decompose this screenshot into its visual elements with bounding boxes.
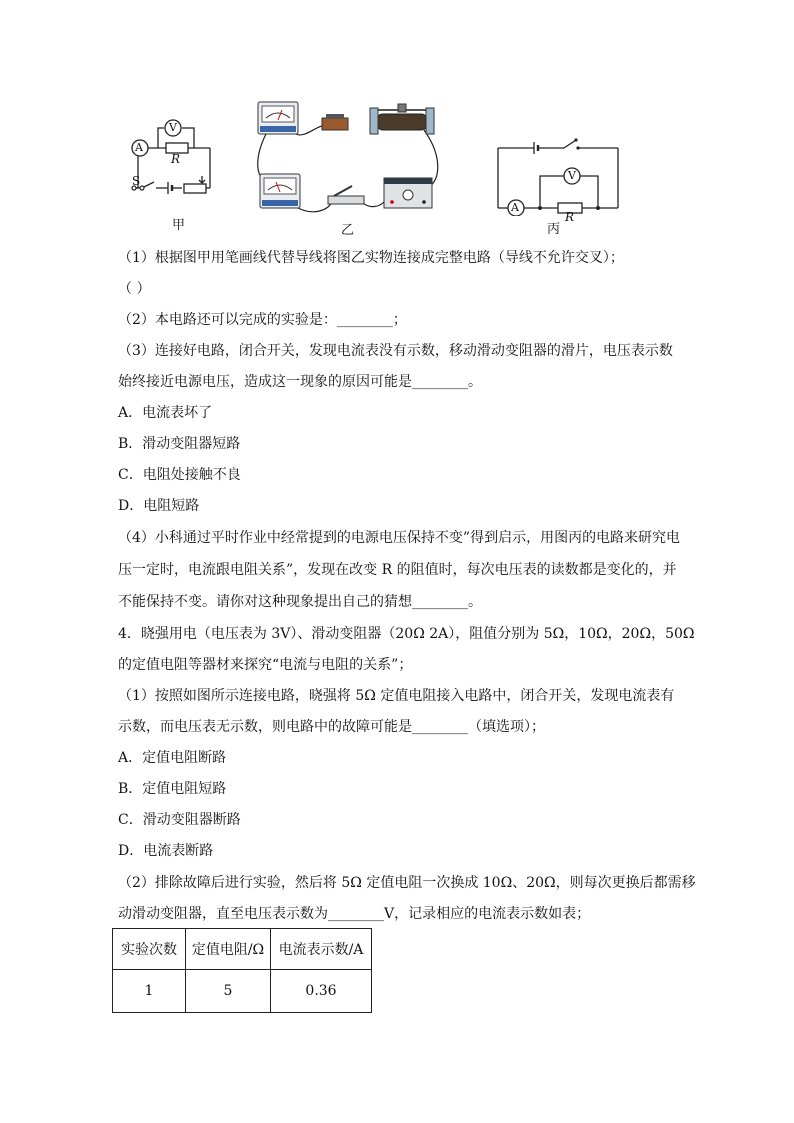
figure-caption-jia: 甲	[172, 218, 186, 233]
circuit-diagram-bing	[494, 132, 622, 224]
q3-part3-line1: （3）连接好电路，闭合开关，发现电流表没有示数，移动滑动变阻器的滑片，电压表示数	[118, 343, 673, 359]
results-table	[112, 928, 372, 1013]
q4-part1-line1: （1）按照如图所示连接电路，晓强将 5Ω 定值电阻接入电路中，闭合开关，发现电流表有	[118, 688, 675, 704]
figure-caption-yi: 乙	[341, 223, 355, 238]
table-row	[113, 970, 372, 1013]
table-cell: 0.36	[271, 970, 372, 1013]
q4-part2-line2: 动滑动变阻器，直至电压表示数为________V，记录相应的电流表示数如表；	[118, 906, 591, 922]
voltmeter-label: V	[568, 169, 576, 182]
table-cell: 5	[186, 970, 271, 1013]
table-header-row	[113, 929, 372, 970]
knife-switch-device	[328, 186, 364, 204]
q3-part3-line2: 始终接近电源电压，造成这一现象的原因可能是________。	[118, 374, 482, 390]
q3-part1-answer-blank: （ ）	[118, 281, 151, 297]
q4-part2-line1: （2）排除故障后进行实验，然后将 5Ω 定值电阻一次换成 10Ω、20Ω，则每次更换后都需移	[118, 875, 696, 891]
q3-option-b: B．滑动变阻器短路	[118, 436, 241, 452]
q3-part4-line1: （4）小科通过平时作业中经常提到的电源电压保持不变”得到启示，用图丙的电路来研究电	[118, 530, 681, 546]
resistor-label: R	[171, 152, 181, 166]
apparatus-figure-yi	[244, 98, 444, 220]
voltmeter-device	[258, 102, 298, 134]
figure-caption-bing: 丙	[547, 222, 561, 237]
table-header-cell: 定值电阻/Ω	[186, 929, 271, 970]
ammeter-label: A	[511, 201, 519, 214]
ammeter-device	[260, 174, 300, 208]
q4-option-b: B．定值电阻短路	[118, 781, 227, 797]
switch-label: S	[132, 174, 141, 188]
table-cell: 1	[113, 970, 186, 1013]
q3-part1: （1）根据图甲用笔画线代替导线将图乙实物连接成完整电路（导线不允许交叉）；	[118, 250, 624, 266]
q4-stem-line1: 4．晓强用电（电压表为 3V）、滑动变阻器（20Ω 2A），阻值分别为 5Ω，10Ω，20Ω，50Ω	[118, 626, 695, 642]
rheostat-device	[370, 104, 434, 134]
ammeter-label: A	[135, 141, 143, 154]
resistor-label: R	[565, 210, 575, 224]
q4-option-c: C．滑动变阻器断路	[118, 812, 241, 828]
power-supply-device	[384, 178, 432, 208]
table-header-cell: 电流表示数/A	[271, 929, 372, 970]
q3-option-d: D．电阻短路	[118, 498, 200, 514]
q4-stem-line2: 的定值电阻等器材来探究“电流与电阻的关系”；	[118, 657, 413, 673]
table-header-cell: 实验次数	[113, 929, 186, 970]
q4-part1-line2: 示数，而电压表无示数，则电路中的故障可能是________（填选项）；	[118, 719, 545, 735]
q3-option-c: C．电阻处接触不良	[118, 467, 241, 483]
q4-option-d: D．电流表断路	[118, 843, 214, 859]
fixed-resistor-device	[322, 114, 348, 130]
voltmeter-label: V	[169, 121, 177, 134]
q4-option-a: A．定值电阻断路	[118, 750, 227, 766]
q3-part4-line2: 压一定时，电流跟电阻关系”，发现在改变 R 的阻值时，每次电压表的读数都是变化的，并	[118, 562, 677, 578]
q3-part2: （2）本电路还可以完成的实验是：________；	[118, 312, 407, 328]
q3-option-a: A．电流表坏了	[118, 405, 213, 421]
circuit-diagram-jia	[118, 112, 228, 208]
q3-part4-line3: 不能保持不变。请你对这种现象提出自己的猜想________。	[118, 594, 482, 610]
